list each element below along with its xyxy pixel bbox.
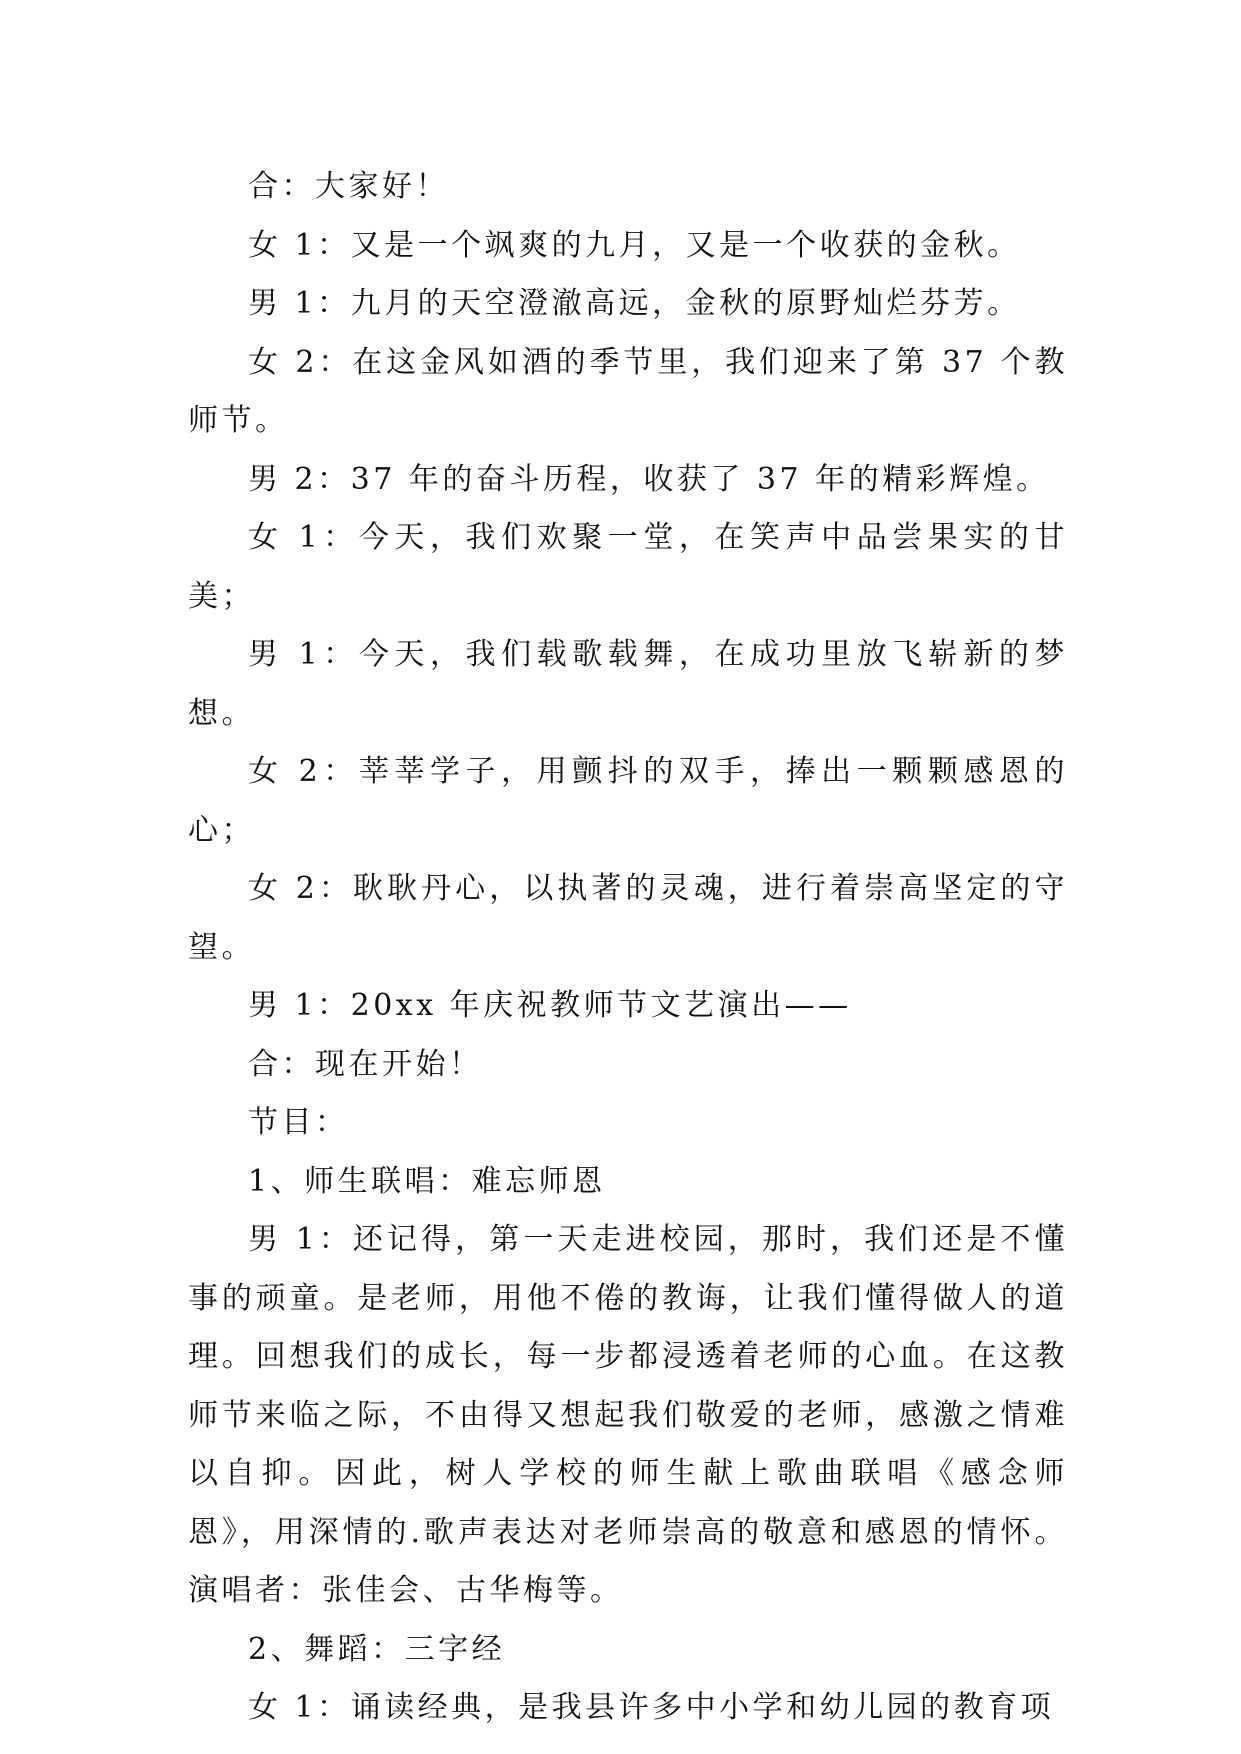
dialogue-line: 男 1：九月的天空澄澈高远，金秋的原野灿烂芬芳。 [248, 286, 1021, 321]
dialogue-line: 女 1：诵读经典，是我县许多中小学和幼儿园的教育项 [248, 1690, 1055, 1725]
dialogue-line: 女 1：又是一个飒爽的九月，又是一个收获的金秋。 [248, 227, 1021, 263]
dialogue-line: 女 2：耿耿丹心，以执著的灵魂，进行着崇高坚定的守望。 [188, 871, 1068, 965]
dialogue-line: 女 2：在这金风如酒的季节里，我们迎来了第 37 个教师节。 [188, 344, 1068, 438]
dialogue-paragraph: 男 1：还记得，第一天走进校园，那时，我们还是不懂事的顽童。是老师，用他不倦的教诲，让我们懂得做人的道理。回想我们的成长，每一步都浸透着老师的心血。在这教师节来临之际，不由得又想起我们敬爱的老师，感激之情难以自抑。因此，树人学校的师生献上歌曲联唱《感念师恩》，用深情的.歌声表达对老师崇高的敬意和感恩的情怀。演唱者：张佳会、古华梅等。 [188, 1222, 1068, 1608]
dialogue-line: 男 2：37 年的奋斗历程，收获了 37 年的精彩辉煌。 [248, 461, 1050, 497]
dialogue-line: 男 1：20xx 年庆祝教师节文艺演出—— [248, 988, 852, 1023]
program-item: 2、舞蹈：三字经 [248, 1631, 506, 1667]
dialogue-line: 女 1：今天，我们欢聚一堂，在笑声中品尝果实的甘美； [188, 520, 1068, 614]
document-body [188, 158, 1068, 1738]
greeting-line: 合：大家好！ [248, 169, 449, 204]
dialogue-line: 男 1：今天，我们载歌载舞，在成功里放飞崭新的梦想。 [188, 637, 1068, 731]
dialogue-line: 合：现在开始！ [248, 1046, 483, 1082]
dialogue-line: 女 2：莘莘学子，用颤抖的双手，捧出一颗颗感恩的心； [188, 754, 1068, 848]
program-item: 1、师生联唱：难忘师恩 [248, 1163, 606, 1199]
program-heading: 节目： [248, 1105, 349, 1140]
